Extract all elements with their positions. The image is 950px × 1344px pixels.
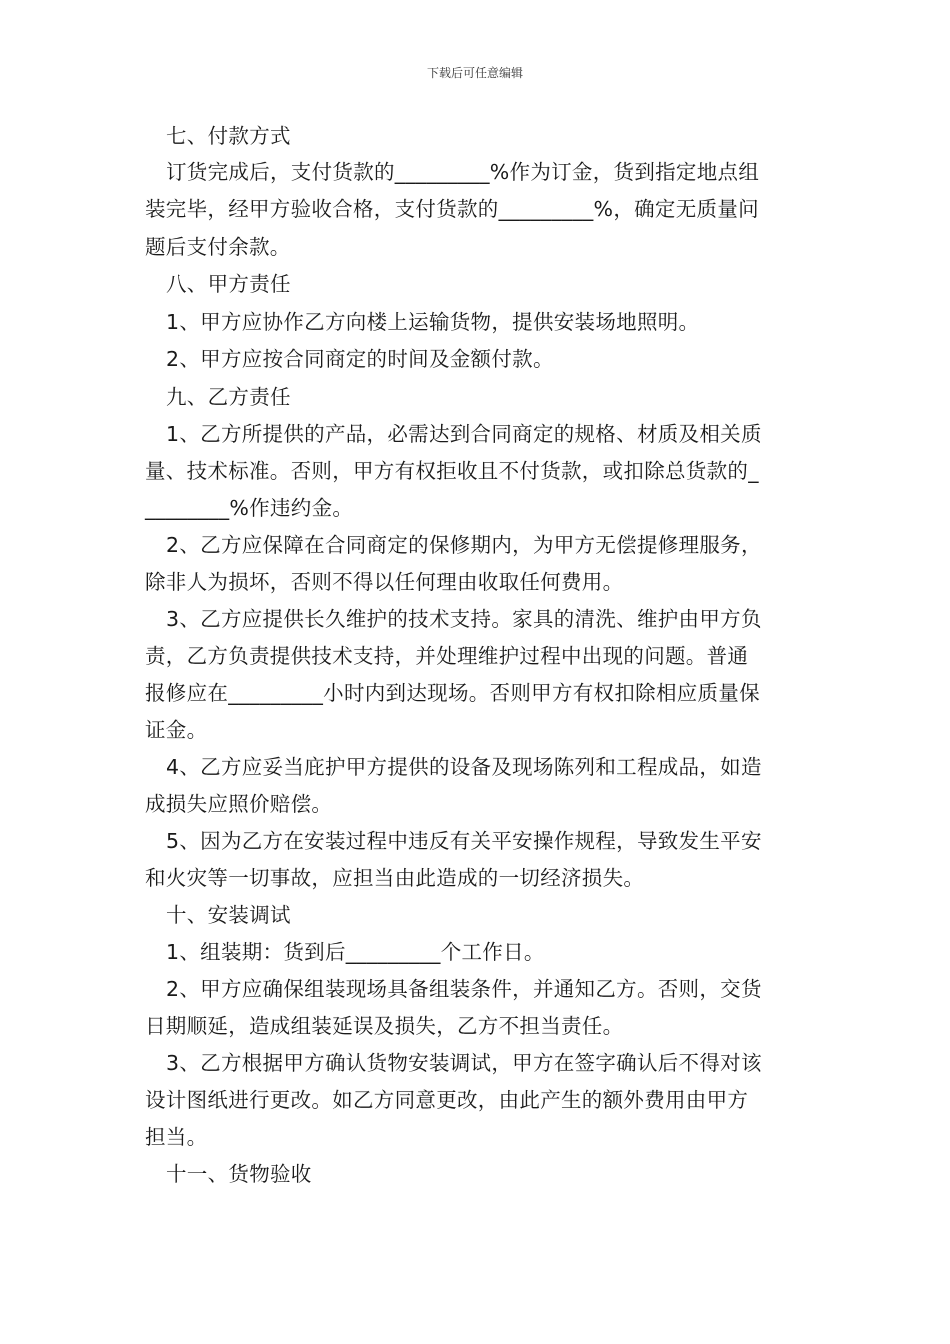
section-heading: 八、甲方责任 xyxy=(166,272,291,296)
paragraph-line: 日期顺延，造成组装延误及损失，乙方不担当责任。 xyxy=(145,1014,624,1038)
paragraph-line: 2、甲方应确保组装现场具备组装条件，并通知乙方。否则，交货 xyxy=(166,977,762,1001)
paragraph-line: 5、因为乙方在安装过程中违反有关平安操作规程，导致发生平安 xyxy=(166,829,762,853)
paragraph-line: 和火灾等一切事故，应担当由此造成的一切经济损失。 xyxy=(145,866,645,890)
paragraph-line: 设计图纸进行更改。如乙方同意更改，由此产生的额外费用由甲方 xyxy=(145,1088,749,1112)
paragraph-line: 证金。 xyxy=(145,718,208,742)
paragraph-line: 责，乙方负责提供技术支持，并处理维护过程中出现的问题。普通 xyxy=(145,644,749,668)
paragraph-line: 报修应在_________小时内到达现场。否则甲方有权扣除相应质量保 xyxy=(145,681,760,705)
paragraph-line: 4、乙方应妥当庇护甲方提供的设备及现场陈列和工程成品，如造 xyxy=(166,755,762,779)
paragraph-line: 订货完成后，支付货款的_________%作为订金，货到指定地点组 xyxy=(166,160,760,184)
section-heading: 十一、货物验收 xyxy=(166,1162,312,1186)
paragraph-line: 装完毕，经甲方验收合格，支付货款的_________%，确定无质量问 xyxy=(145,197,759,221)
paragraph-line: 题后支付余款。 xyxy=(145,235,291,259)
section-heading: 十、安装调试 xyxy=(166,903,291,927)
paragraph-line: 量、技术标准。否则，甲方有权拒收且不付货款，或扣除总货款的_ xyxy=(145,459,759,483)
section-heading: 九、乙方责任 xyxy=(166,385,291,409)
paragraph-line: 1、乙方所提供的产品，必需达到合同商定的规格、材质及相关质 xyxy=(166,422,762,446)
paragraph-line: 除非人为损坏，否则不得以任何理由收取任何费用。 xyxy=(145,570,624,594)
paragraph-line: 3、乙方根据甲方确认货物安装调试，甲方在签字确认后不得对该 xyxy=(166,1051,762,1075)
paragraph-line: 成损失应照价赔偿。 xyxy=(145,792,333,816)
section-heading: 七、付款方式 xyxy=(166,124,291,148)
paragraph-line: 3、乙方应提供长久维护的技术支持。家具的清洗、维护由甲方负 xyxy=(166,607,762,631)
paragraph-line: 1、组装期：货到后_________个工作日。 xyxy=(166,940,545,964)
paragraph-line: 2、甲方应按合同商定的时间及金额付款。 xyxy=(166,347,554,371)
paragraph-line: ________%作违约金。 xyxy=(145,496,354,520)
paragraph-line: 2、乙方应保障在合同商定的保修期内，为甲方无偿提修理服务， xyxy=(166,533,762,557)
paragraph-line: 担当。 xyxy=(145,1125,208,1149)
page-header: 下载后可任意编辑 xyxy=(426,66,523,80)
paragraph-line: 1、甲方应协作乙方向楼上运输货物，提供安装场地照明。 xyxy=(166,310,700,334)
